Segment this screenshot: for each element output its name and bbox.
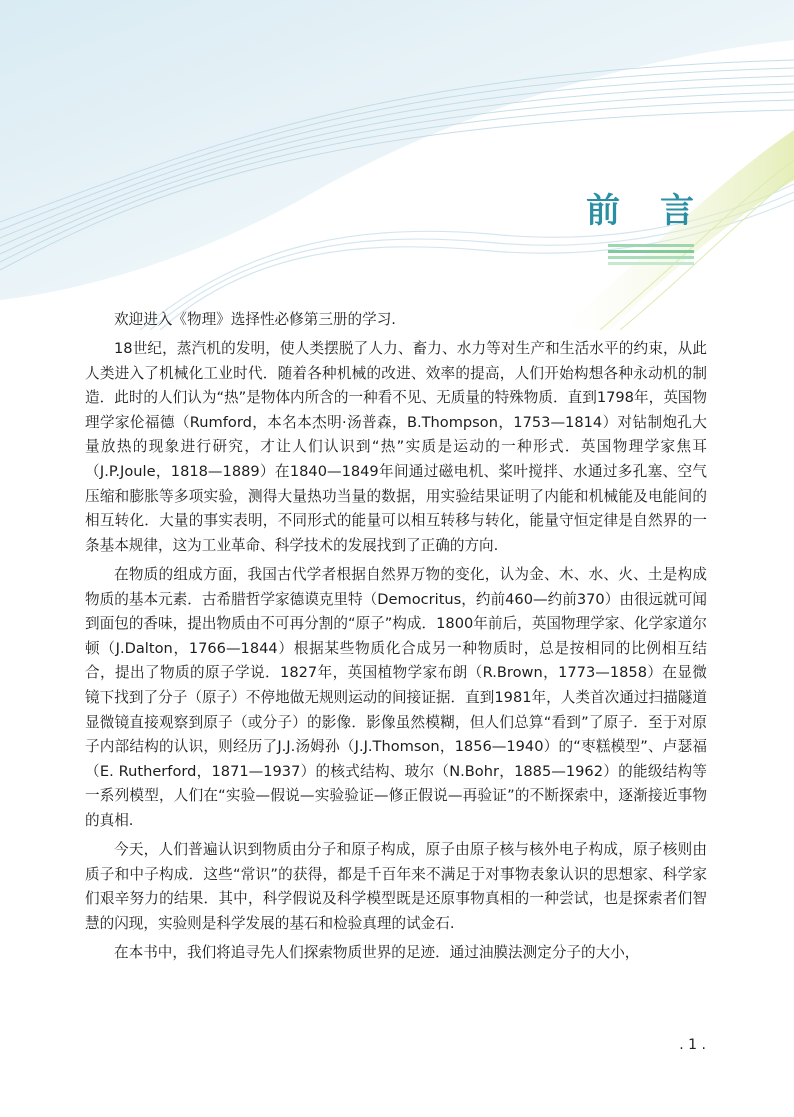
paragraph-intro: 欢迎进入《物理》选择性必修第三册的学习.	[114, 311, 396, 328]
title-bar	[608, 244, 694, 247]
title-bar	[608, 250, 694, 253]
paragraph-thermodynamics: 18世纪，蒸汽机的发明，使人类摆脱了人力、畜力、水力等对生产和生活水平的约束，从此人类进入了机械化工业时代．随着各种机械的改进、效率的提高，人们开始构想各种永动机的制造．此时的人们认为“热”是物体内所含的一种看不见、无质量的特殊物质．直到1798年，英国物理学家伦福德（Rumford，本名本杰明·汤普森，B.Thompson，1753—1814）对钻制炮孔大量放热的现象进行研究，才让人们认识到“热”实质是运动的一种形式．英国物理学家焦耳（J.P.Joule，1818—1889）在1840—1849年间通过磁电机、桨叶搅拌、水通过多孔塞、空气压缩和膨胀等多项实验，测得大量热功当量的数据，用实验结果证明了内能和机械能及电能间的相互转化．大量的事实表明，不同形式的能量可以相互转移与转化，能量守恒定律是自然界的一条基本规律，这为工业革命、科学技术的发展找到了正确的方向.	[85, 340, 707, 554]
title-block	[586, 191, 708, 231]
title-bar	[608, 262, 694, 265]
page-title: 前 言	[586, 191, 708, 231]
title-underline-bars	[608, 244, 694, 268]
paragraph-modern-understanding: 今天，人们普遍认识到物质由分子和原子构成，原子由原子核与核外电子构成，原子核则由质子和中子构成．这些“常识”的获得，都是千百年来不满足于对事物表象认识的思想家、科学家们艰辛努力的结果．其中，科学假说及科学模型既是还原事物真相的一种尝试，也是探索者们智慧的闪现，实验则是科学发展的基石和检验真理的试金石.	[85, 840, 707, 932]
title-bar	[608, 256, 694, 259]
preface-body	[85, 308, 707, 970]
paragraph-atomic-theory: 在物质的组成方面，我国古代学者根据自然界万物的变化，认为金、木、水、火、土是构成物质的基本元素．古希腊哲学家德谟克里特（Democritus，约前460—约前370）由很远就可闻到面包的香味，提出物质由不可再分割的“原子”构成．1800年前后，英国物理学家、化学家道尔顿（J.Dalton，1766—1844）根据某些物质化合成另一种物质时，总是按相同的比例相互结合，提出了物质的原子学说．1827年，英国植物学家布朗（R.Brown，1773—1858）在显微镜下找到了分子（原子）不停地做无规则运动的间接证据．直到1981年，人类首次通过扫描隧道显微镜直接观察到原子（或分子）的影像．影像虽然模糊，但人们总算“看到”了原子．至于对原子内部结构的认识，则经历了J.J.汤姆孙（J.J.Thomson，1856—1940）的“枣糕模型”、卢瑟福（E. Rutherford，1871—1937）的核式结构、玻尔（N.Bohr，1885—1962）的能级结构等一系列模型，人们在“实验—假说—实验验证—修正假说—再验证”的不断探索中，逐渐接近事物的真相.	[85, 565, 707, 829]
page-number: . 1 .	[679, 1037, 706, 1053]
header-swoosh-decoration	[0, 0, 794, 330]
paragraph-this-book: 在本书中，我们将追寻先人们探索物质世界的足迹．通过油膜法测定分子的大小，	[114, 943, 640, 961]
